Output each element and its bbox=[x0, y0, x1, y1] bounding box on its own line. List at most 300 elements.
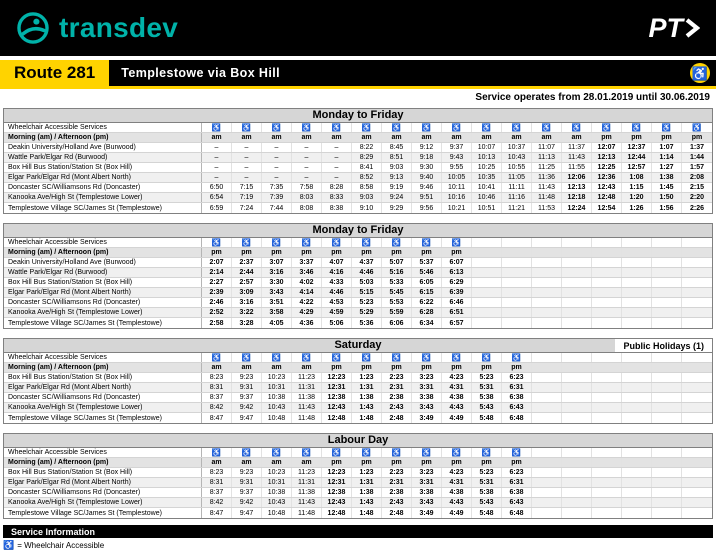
empty-cell bbox=[532, 278, 562, 287]
wheelchair-icon: ♿ bbox=[382, 123, 412, 132]
time-cell: 4:46 bbox=[352, 268, 382, 277]
time-cell: 11:23 bbox=[292, 468, 322, 477]
stop-name: Deakin University/Holland Ave (Burwood) bbox=[4, 143, 202, 152]
stop-row bbox=[4, 373, 712, 383]
wheelchair-icon: ♿ bbox=[502, 448, 532, 457]
timetable-title: Labour Day bbox=[327, 434, 389, 446]
empty-cell bbox=[532, 268, 562, 277]
wheelchair-icon: ♿ bbox=[292, 123, 322, 132]
empty-cell bbox=[622, 413, 652, 423]
time-cell: 1:15 bbox=[622, 183, 652, 192]
time-cell: 12:31 bbox=[322, 478, 352, 487]
empty-cell bbox=[622, 393, 652, 402]
stop-row bbox=[4, 173, 712, 183]
ampm-cell: pm bbox=[382, 248, 412, 257]
time-cell: 4:59 bbox=[322, 308, 352, 317]
time-cell: 5:48 bbox=[472, 508, 502, 518]
time-cell: 4:02 bbox=[292, 278, 322, 287]
empty-cell bbox=[622, 373, 652, 382]
time-cell: – bbox=[202, 163, 232, 172]
timetable-title: Monday to Friday bbox=[312, 109, 404, 121]
empty-cell bbox=[652, 308, 682, 317]
empty-cell bbox=[532, 363, 562, 372]
empty-cell bbox=[592, 383, 622, 392]
timetable-title-row bbox=[4, 339, 712, 353]
empty-cell bbox=[652, 373, 682, 382]
empty-cell bbox=[652, 318, 682, 328]
time-cell: 10:38 bbox=[262, 488, 292, 497]
time-cell: 10:55 bbox=[502, 163, 532, 172]
time-cell: 12:13 bbox=[562, 183, 592, 192]
empty-cell bbox=[682, 308, 712, 317]
empty-cell bbox=[682, 363, 712, 372]
time-cell: 10:43 bbox=[262, 498, 292, 507]
ampm-cell: am bbox=[292, 363, 322, 372]
wheelchair-icon: ♿ bbox=[352, 448, 382, 457]
empty-cell bbox=[652, 458, 682, 467]
time-cell: 2:23 bbox=[382, 373, 412, 382]
time-cell: 8:41 bbox=[352, 163, 382, 172]
empty-cell bbox=[682, 458, 712, 467]
time-cell: 1:48 bbox=[352, 508, 382, 518]
time-cell: 7:24 bbox=[232, 203, 262, 213]
stop-name: Templestowe Village SC/James St (Templestowe) bbox=[4, 413, 202, 423]
time-cell: 6:59 bbox=[202, 203, 232, 213]
time-cell: 1:44 bbox=[689, 154, 704, 161]
time-cell: 8:45 bbox=[382, 143, 412, 152]
wheelchair-icon: ♿ bbox=[232, 448, 262, 457]
stop-name: Doncaster SC/Williamsons Rd (Doncaster) bbox=[4, 183, 202, 192]
ampm-cell: am bbox=[442, 133, 472, 142]
time-cell: 8:52 bbox=[352, 173, 382, 182]
wheelchair-icon: ♿ bbox=[502, 353, 532, 362]
ampm-cell: pm bbox=[322, 363, 352, 372]
empty-cell bbox=[652, 268, 682, 277]
empty-cell bbox=[562, 373, 592, 382]
time-cell: 12:48 bbox=[322, 413, 352, 423]
time-cell: – bbox=[202, 153, 232, 162]
time-cell: 4:37 bbox=[352, 258, 382, 267]
time-cell: – bbox=[262, 153, 292, 162]
empty-cell bbox=[502, 238, 532, 247]
time-cell: 6:06 bbox=[382, 318, 412, 328]
empty-cell bbox=[562, 498, 592, 507]
time-cell: 9:13 bbox=[382, 173, 412, 182]
ampm-cell: pm bbox=[412, 363, 442, 372]
wheelchair-icon: ♿ bbox=[202, 238, 232, 247]
stop-row bbox=[4, 318, 712, 328]
public-holidays-note: Public Holidays (1) bbox=[615, 339, 712, 352]
ampm-cell: pm bbox=[442, 363, 472, 372]
time-cell: 5:36 bbox=[352, 318, 382, 328]
empty-cell bbox=[652, 288, 682, 297]
stop-name: Box Hill Bus Station/Station St (Box Hill) bbox=[4, 278, 202, 287]
time-cell: 3:38 bbox=[412, 393, 442, 402]
empty-cell bbox=[592, 363, 622, 372]
time-cell: 1:45 bbox=[652, 183, 682, 192]
empty-cell bbox=[622, 268, 652, 277]
wheelchair-icon: ♿ bbox=[382, 238, 412, 247]
empty-cell bbox=[532, 403, 562, 412]
transdev-logo bbox=[16, 11, 178, 45]
ampm-row bbox=[4, 133, 712, 143]
empty-cell bbox=[682, 318, 712, 328]
time-cell: – bbox=[262, 143, 292, 152]
time-cell: 12:06 bbox=[562, 173, 592, 182]
time-cell: 1:31 bbox=[352, 383, 382, 392]
time-cell: 3:31 bbox=[412, 383, 442, 392]
time-cell: 5:03 bbox=[352, 278, 382, 287]
ampm-cell: pm bbox=[262, 248, 292, 257]
empty-cell bbox=[532, 393, 562, 402]
row-label: Wheelchair Accessible Services bbox=[4, 123, 202, 132]
time-cell: 11:55 bbox=[562, 163, 592, 172]
time-cell: 8:28 bbox=[322, 183, 352, 192]
time-cell: 10:38 bbox=[262, 393, 292, 402]
wheelchair-icon: ♿ bbox=[292, 238, 322, 247]
time-cell: 8:22 bbox=[352, 143, 382, 152]
empty-cell bbox=[472, 288, 502, 297]
wheelchair-services-row bbox=[4, 448, 712, 458]
time-cell: 7:58 bbox=[292, 183, 322, 192]
time-cell: 6:31 bbox=[502, 383, 532, 392]
empty-cell bbox=[592, 308, 622, 317]
empty-cell bbox=[682, 498, 712, 507]
stop-row bbox=[4, 288, 712, 298]
time-cell: 2:08 bbox=[689, 174, 704, 181]
time-cell: 9:42 bbox=[232, 403, 262, 412]
time-cell: 9:23 bbox=[232, 373, 262, 382]
time-cell: 12:44 bbox=[622, 153, 652, 162]
time-cell: 7:15 bbox=[232, 183, 262, 192]
time-cell: – bbox=[202, 173, 232, 182]
empty-cell bbox=[592, 488, 622, 497]
stop-row bbox=[4, 383, 712, 393]
time-cell: 12:43 bbox=[322, 403, 352, 412]
empty-cell bbox=[622, 248, 652, 257]
time-cell: 7:39 bbox=[262, 193, 292, 202]
ampm-cell: pm bbox=[691, 134, 703, 141]
empty-cell bbox=[592, 248, 622, 257]
time-cell: 9:10 bbox=[352, 203, 382, 213]
empty-cell bbox=[532, 258, 562, 267]
time-cell: 12:43 bbox=[322, 498, 352, 507]
wheelchair-icon: ♿ bbox=[502, 123, 532, 132]
time-cell: 9:03 bbox=[382, 163, 412, 172]
time-cell: 1:20 bbox=[622, 193, 652, 202]
stop-row bbox=[4, 478, 712, 488]
stop-row bbox=[4, 193, 712, 203]
time-cell: 10:05 bbox=[442, 173, 472, 182]
time-cell: 9:18 bbox=[412, 153, 442, 162]
empty-cell bbox=[532, 318, 562, 328]
time-cell: 2:48 bbox=[382, 508, 412, 518]
time-cell: 7:35 bbox=[262, 183, 292, 192]
time-cell: 3:31 bbox=[412, 478, 442, 487]
empty-cell bbox=[652, 448, 682, 457]
time-cell: 6:07 bbox=[442, 258, 472, 267]
empty-cell bbox=[622, 298, 652, 307]
time-cell: 5:29 bbox=[352, 308, 382, 317]
empty-cell bbox=[652, 363, 682, 372]
empty-cell bbox=[532, 448, 562, 457]
timetable-4 bbox=[3, 433, 713, 519]
route-band bbox=[0, 60, 716, 86]
ampm-cell: pm bbox=[652, 133, 682, 142]
timetable-title-row bbox=[4, 224, 712, 238]
time-cell: 8:23 bbox=[202, 468, 232, 477]
empty-cell bbox=[562, 448, 592, 457]
time-cell: 6:23 bbox=[502, 373, 532, 382]
time-cell: 6:54 bbox=[202, 193, 232, 202]
time-cell: 9:47 bbox=[232, 508, 262, 518]
time-cell: 12:23 bbox=[322, 373, 352, 382]
time-cell: 1:38 bbox=[652, 173, 682, 182]
time-cell: 6:57 bbox=[442, 318, 472, 328]
wheelchair-icon: ♿ bbox=[412, 448, 442, 457]
time-cell: 2:38 bbox=[382, 488, 412, 497]
time-cell: 1:38 bbox=[352, 393, 382, 402]
stop-name: Templestowe Village SC/James St (Templestowe) bbox=[4, 508, 202, 518]
empty-cell bbox=[562, 353, 592, 362]
time-cell: 9:31 bbox=[232, 383, 262, 392]
time-cell: 4:14 bbox=[292, 288, 322, 297]
ampm-cell: am bbox=[532, 133, 562, 142]
wheelchair-icon: ♿ bbox=[262, 353, 292, 362]
empty-cell bbox=[502, 318, 532, 328]
ampm-cell: pm bbox=[592, 133, 622, 142]
ampm-cell: pm bbox=[352, 248, 382, 257]
ampm-cell: am bbox=[562, 133, 592, 142]
time-cell: 10:43 bbox=[502, 153, 532, 162]
stop-name: Elgar Park/Elgar Rd (Mont Albert North) bbox=[4, 288, 202, 297]
wheelchair-icon: ♿ bbox=[292, 353, 322, 362]
time-cell: 9:37 bbox=[442, 143, 472, 152]
time-cell: 3:37 bbox=[292, 258, 322, 267]
empty-cell bbox=[472, 268, 502, 277]
empty-cell bbox=[592, 413, 622, 423]
empty-cell bbox=[532, 353, 562, 362]
stop-row bbox=[4, 143, 712, 153]
time-cell: 9:47 bbox=[232, 413, 262, 423]
empty-cell bbox=[682, 258, 712, 267]
ptv-wordmark: PT bbox=[648, 12, 683, 43]
time-cell: 11:48 bbox=[292, 508, 322, 518]
empty-cell bbox=[622, 238, 652, 247]
time-cell: 4:49 bbox=[442, 508, 472, 518]
legend-text: = Wheelchair Accessible bbox=[17, 540, 105, 550]
empty-cell bbox=[592, 468, 622, 477]
time-cell: 10:35 bbox=[472, 173, 502, 182]
time-cell: 10:43 bbox=[262, 403, 292, 412]
time-cell: 9:46 bbox=[412, 183, 442, 192]
stop-row bbox=[4, 183, 712, 193]
empty-cell bbox=[502, 278, 532, 287]
empty-cell bbox=[562, 288, 592, 297]
time-cell: 6:29 bbox=[442, 278, 472, 287]
time-cell: 8:47 bbox=[202, 413, 232, 423]
wheelchair-services-row bbox=[4, 123, 712, 133]
ampm-cell: am bbox=[382, 133, 412, 142]
wheelchair-icon: ♿ bbox=[202, 353, 232, 362]
empty-cell bbox=[532, 383, 562, 392]
row-label: Morning (am) / Afternoon (pm) bbox=[4, 458, 202, 467]
timetable-3 bbox=[3, 338, 713, 424]
time-cell: 4:23 bbox=[442, 373, 472, 382]
empty-cell bbox=[472, 238, 502, 247]
time-cell: 3:23 bbox=[412, 468, 442, 477]
wheelchair-icon: ♿ bbox=[322, 123, 352, 132]
time-cell: 8:33 bbox=[322, 193, 352, 202]
time-cell: 4:38 bbox=[442, 488, 472, 497]
time-cell: 12:07 bbox=[592, 143, 622, 152]
service-information-label: Service Information bbox=[11, 526, 96, 537]
stop-row bbox=[4, 153, 712, 163]
empty-cell bbox=[622, 488, 652, 497]
time-cell: 4:46 bbox=[322, 288, 352, 297]
time-cell: 5:15 bbox=[352, 288, 382, 297]
empty-cell bbox=[592, 393, 622, 402]
empty-cell bbox=[652, 353, 682, 362]
empty-cell bbox=[562, 308, 592, 317]
empty-cell bbox=[472, 308, 502, 317]
time-cell: 8:08 bbox=[292, 203, 322, 213]
time-cell: 2:31 bbox=[382, 478, 412, 487]
accessible-badge bbox=[690, 63, 710, 83]
empty-cell bbox=[622, 403, 652, 412]
time-cell: – bbox=[202, 143, 232, 152]
time-cell: 1:38 bbox=[352, 488, 382, 497]
empty-cell bbox=[592, 238, 622, 247]
time-cell: 2:57 bbox=[232, 278, 262, 287]
wheelchair-icon: ♿ bbox=[292, 448, 322, 457]
wheelchair-icon: ♿ bbox=[472, 353, 502, 362]
time-cell: 4:53 bbox=[322, 298, 352, 307]
time-cell: 11:43 bbox=[532, 183, 562, 192]
time-cell: 5:43 bbox=[472, 498, 502, 507]
time-cell: 11:13 bbox=[532, 153, 562, 162]
empty-cell bbox=[532, 478, 562, 487]
time-cell: 1:14 bbox=[652, 153, 682, 162]
ampm-cell: pm bbox=[322, 458, 352, 467]
empty-cell bbox=[622, 508, 652, 518]
time-cell: 12:57 bbox=[622, 163, 652, 172]
ampm-cell: am bbox=[292, 133, 322, 142]
time-cell: – bbox=[292, 153, 322, 162]
ampm-row bbox=[4, 248, 712, 258]
empty-cell bbox=[592, 498, 622, 507]
time-cell: 4:43 bbox=[442, 403, 472, 412]
time-cell: 3:16 bbox=[232, 298, 262, 307]
time-cell: 9:40 bbox=[412, 173, 442, 182]
empty-cell bbox=[502, 268, 532, 277]
wheelchair-icon: ♿ bbox=[352, 353, 382, 362]
empty-cell bbox=[502, 288, 532, 297]
wheelchair-icon: ♿ bbox=[622, 123, 652, 132]
time-cell: 9:37 bbox=[232, 393, 262, 402]
time-cell: 8:31 bbox=[202, 383, 232, 392]
time-cell: 7:19 bbox=[232, 193, 262, 202]
empty-cell bbox=[622, 258, 652, 267]
wheelchair-icon: ♿ bbox=[692, 123, 702, 132]
time-cell: 3:51 bbox=[262, 298, 292, 307]
stop-name: Box Hill Bus Station/Station St (Box Hill) bbox=[4, 163, 202, 172]
wheelchair-icon: ♿ bbox=[202, 448, 232, 457]
time-cell: 1:31 bbox=[352, 478, 382, 487]
timetable-1 bbox=[3, 108, 713, 214]
time-cell: 4:31 bbox=[442, 383, 472, 392]
empty-cell bbox=[682, 278, 712, 287]
empty-cell bbox=[532, 308, 562, 317]
ampm-row bbox=[4, 458, 712, 468]
time-cell: 10:48 bbox=[262, 413, 292, 423]
header-bar bbox=[0, 0, 716, 56]
stop-name: Templestowe Village SC/James St (Templestowe) bbox=[4, 318, 202, 328]
time-cell: 8:47 bbox=[202, 508, 232, 518]
time-cell: 11:48 bbox=[532, 193, 562, 202]
empty-cell bbox=[682, 248, 712, 257]
wheelchair-services-row bbox=[4, 238, 712, 248]
empty-cell bbox=[682, 478, 712, 487]
row-label: Morning (am) / Afternoon (pm) bbox=[4, 248, 202, 257]
time-cell: 12:23 bbox=[322, 468, 352, 477]
ampm-cell: pm bbox=[322, 248, 352, 257]
time-cell: 12:37 bbox=[622, 143, 652, 152]
time-cell: 6:31 bbox=[502, 478, 532, 487]
time-cell: 5:46 bbox=[412, 268, 442, 277]
empty-cell bbox=[472, 258, 502, 267]
timetable-title: Monday to Friday bbox=[312, 224, 404, 236]
row-label: Wheelchair Accessible Services bbox=[4, 353, 202, 362]
empty-cell bbox=[652, 508, 682, 518]
time-cell: 4:49 bbox=[442, 413, 472, 423]
stop-row bbox=[4, 413, 712, 423]
time-cell: 1:37 bbox=[689, 144, 704, 151]
empty-cell bbox=[532, 413, 562, 423]
stop-name: Elgar Park/Elgar Rd (Mont Albert North) bbox=[4, 478, 202, 487]
time-cell: 5:53 bbox=[382, 298, 412, 307]
stop-name: Wattle Park/Elgar Rd (Burwood) bbox=[4, 153, 202, 162]
time-cell: 4:16 bbox=[322, 268, 352, 277]
wheelchair-icon: ♿ bbox=[232, 238, 262, 247]
stop-name: Kanooka Ave/High St (Templestowe Lower) bbox=[4, 193, 202, 202]
empty-cell bbox=[562, 258, 592, 267]
wheelchair-icon: ♿ bbox=[262, 123, 292, 132]
wheelchair-icon: ♿ bbox=[442, 123, 472, 132]
time-cell: 5:45 bbox=[382, 288, 412, 297]
time-cell: 10:23 bbox=[262, 373, 292, 382]
wheelchair-icon: ♿ bbox=[262, 448, 292, 457]
ampm-cell: am bbox=[202, 133, 232, 142]
stop-name: Doncaster SC/Williamsons Rd (Doncaster) bbox=[4, 393, 202, 402]
ampm-row bbox=[4, 363, 712, 373]
time-cell: 6:23 bbox=[502, 468, 532, 477]
time-cell: 5:43 bbox=[472, 403, 502, 412]
empty-cell bbox=[532, 468, 562, 477]
empty-cell bbox=[532, 238, 562, 247]
wheelchair-icon: ♿ bbox=[232, 353, 262, 362]
time-cell: 1:43 bbox=[352, 498, 382, 507]
time-cell: 10:13 bbox=[472, 153, 502, 162]
time-cell: 3:23 bbox=[412, 373, 442, 382]
empty-cell bbox=[532, 373, 562, 382]
empty-cell bbox=[592, 298, 622, 307]
ampm-cell: am bbox=[232, 363, 262, 372]
empty-cell bbox=[562, 458, 592, 467]
time-cell: 1:08 bbox=[622, 173, 652, 182]
empty-cell bbox=[652, 403, 682, 412]
empty-cell bbox=[532, 458, 562, 467]
